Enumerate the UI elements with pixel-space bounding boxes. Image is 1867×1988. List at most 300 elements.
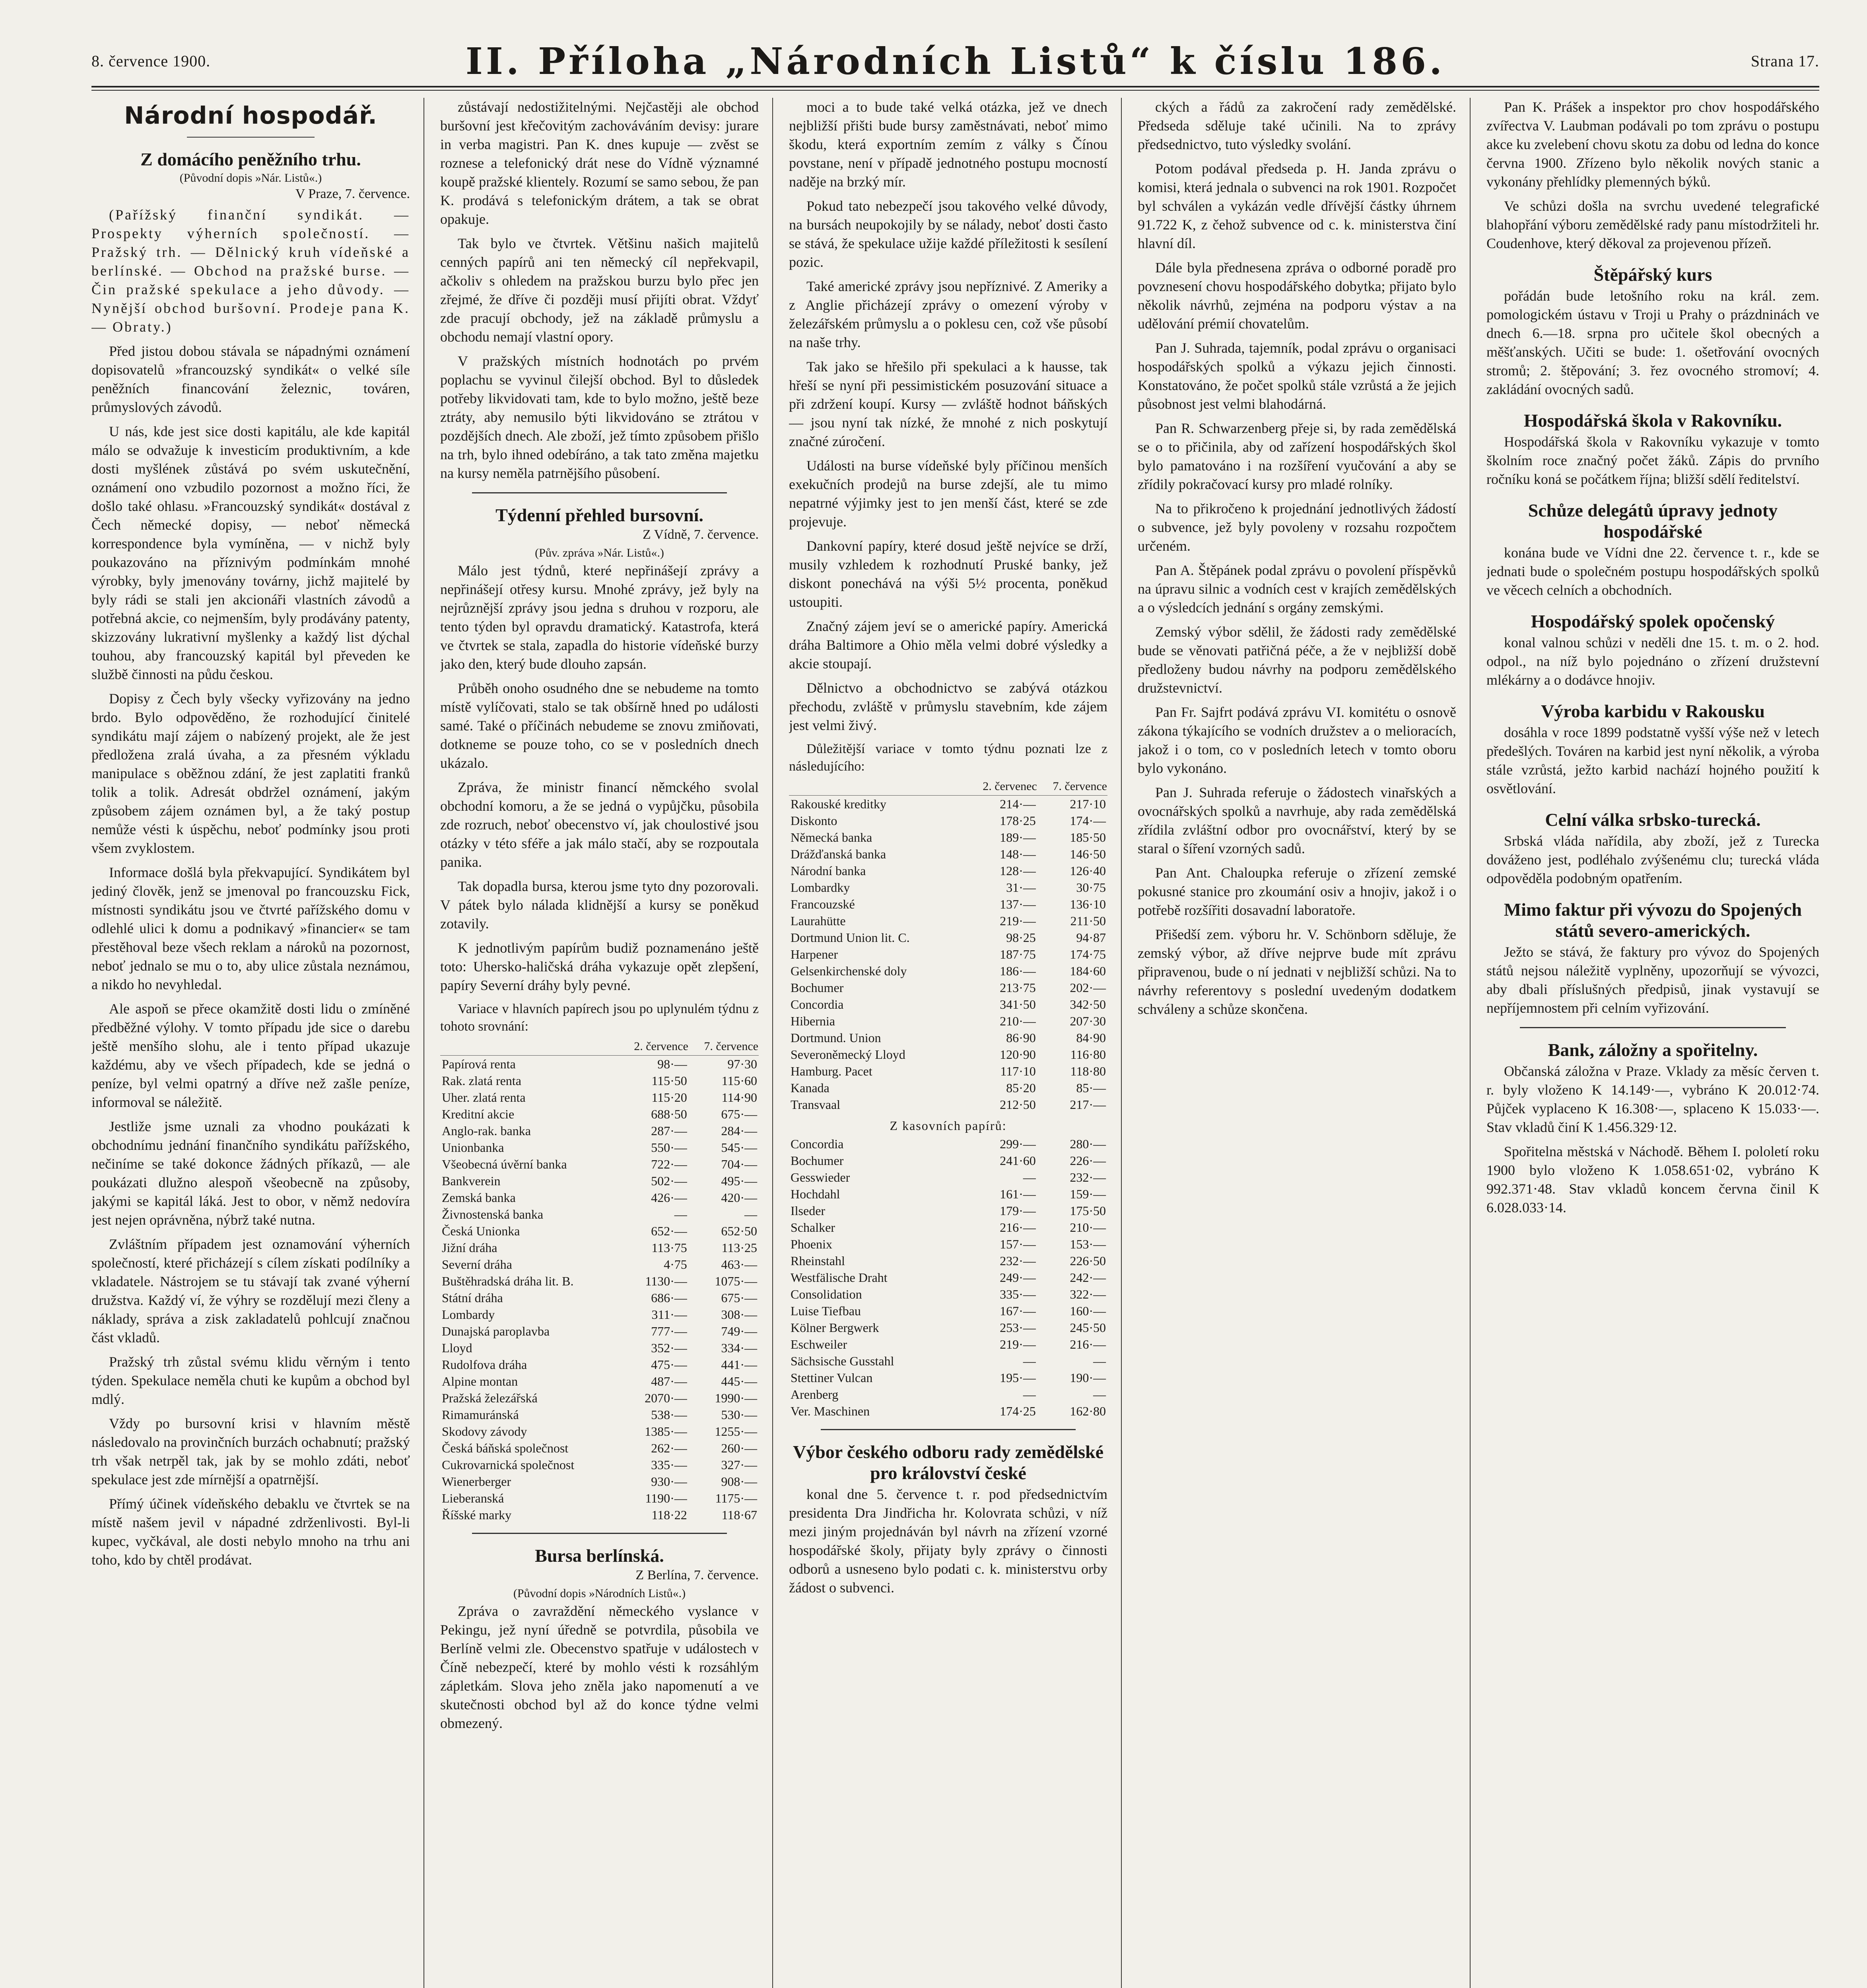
article-source: (Původní dopis »Nár. Listů«.) [179,171,322,184]
paragraph: Jestliže jsme uznali za vhodno poukázati k obchodnímu jednání finančního syndikátu pařížského, nečiníme se také dokonce žádných příkazů, — ale poukázati dlužno alespoň všeobecně na způsoby, jakými se kapitál láká. Jest to obor, v němž nedovíra jest nejen oprávněna, nýbrž také nutna. [91,1118,410,1228]
rate-name: Phoenix [791,1237,832,1251]
rate-row [440,1456,759,1473]
rate-value: 153·— [1070,1237,1106,1251]
column-2 [440,98,773,1988]
rate-row [440,1340,759,1356]
rate-row [440,1373,759,1390]
rate-row [440,1072,759,1089]
rate-name: Uher. zlatá renta [442,1090,526,1105]
rate-name: Česká báňská společnost [442,1441,569,1455]
paragraph: Pan Fr. Sajfrt podává zprávu VI. komitétu o osnově zákona týkajícího se vodních družstev a o melioracích, jakož i o tom, co v posledních letech v tomto oboru bylo vykonáno. [1138,704,1456,776]
rate-name: Říšské marky [442,1508,512,1522]
rate-name: Stettiner Vulcan [791,1371,873,1385]
rate-value: 299·— [1000,1137,1036,1151]
paragraph: Dankovní papíry, které dosud ještě nejvíce se drží, musily vzhledem k rozhodnutí Pruské banky, jež diskont ponechává na výši 5½ procenta, poněkud ustoupiti. [789,538,1107,610]
rate-value: 216·— [1070,1337,1106,1351]
rate-value: 538·— [651,1408,687,1422]
rate-row [440,1089,759,1106]
rate-row [789,1286,1107,1303]
paragraph: Zpráva o zavraždění německého vyslance v Pekingu, jež nyní úředně se potvrdila, působila ve Berlíně velmi zle. Obecenstvo spatřuje v událostech v Číně nebezpečí, které by mohlo vésti k rozsáhlým zápletkám. Slova jeho zněla jako napomenutí a ve skutečnosti obchod byl až do konce týdne velmi obmezený. [440,1603,759,1731]
rate-name: Živnostenská banka [442,1207,544,1221]
page-number: Strana 17. [1750,52,1819,70]
rate-name: Národní banka [791,864,866,878]
rate-name: Westfälische Draht [791,1270,888,1285]
rate-value: 116·80 [1070,1047,1106,1062]
news-heading: Mimo faktur při vývozu do Spojených států severo-amerických. [1504,899,1802,941]
rate-name: Dortmund. Union [791,1031,881,1045]
rate-row [789,1219,1107,1236]
rate-value: 214·— [1000,797,1036,811]
rates-table [440,1038,759,1523]
rate-value: 545·— [721,1140,757,1155]
rate-name: Hamburg. Pacet [791,1064,872,1078]
rate-value: 97·30 [727,1057,757,1071]
paragraph: Události na burse vídeňské byly příčinou menších exekučních prodejů na burse zdejší, ale tu mimo nepatrné výjimky jest to jen menší část, které se zde projevuje. [789,458,1107,530]
paragraph: dosáhla v roce 1899 podstatně vyšší výše než v letech předešlých. Továren na karbid jest nyní několik, a výroba stále vzrůstá, ježto karbid nachází hojného použití k osvětlování. [1486,724,1819,796]
rate-row [440,1289,759,1306]
paragraph: Pokud tato nebezpečí jsou takového velké důvody, na bursách neupokojily by se nálady, neboť dosti často se stává, že spekulace užije každé příležitosti k sesílení pozic. [789,198,1107,270]
rate-name: Dunajská paroplavba [442,1324,550,1338]
news-heading: Výroba karbidu v Rakousku [1541,701,1765,721]
paragraph: Pan Ant. Chaloupka referuje o zřízení zemské pokusné stanice pro zkoumání osiv a hnojiv, jakož i o potřebě rozšířiti dosavadní laboratoře. [1138,865,1456,918]
paragraph: Potom podával předseda p. H. Janda zprávu o komisi, která jednala o subvenci na rok 1901. Rozpočet byl schválen a vykázán vedle dřívější částky úhrnem 91.722 K, z čehož subvence od c. k. ministerstva činí hlavní díl. [1138,161,1456,251]
paragraph: konal valnou schůzi v neděli dne 15. t. m. o 2. hod. odpol., na níž bylo pojednáno o zřízení družstevní mlékárny a o dodávce hnojiv. [1486,635,1819,688]
paragraph: Málo jest týdnů, které nepřinášejí zprávy a nepřinášejí otřesy kursu. Mnohé zprávy, jež byly na nejrůznější zprávy jsou jedna s druhou v rozporu, ale tento týden byl opravdu dramatický. Katastrofa, která ve čtvrtek se stala, zapadla do historie vídeňské burzy jako den, který bude dlouho zapsán. [440,563,759,672]
article-dateline: Z Vídně, 7. července. [642,527,759,542]
rate-name: Ilseder [791,1204,826,1218]
rate-name: Všeobecná úvěrní banka [442,1157,567,1171]
rate-value: 115·20 [651,1090,687,1105]
rate-value: 137·— [1000,897,1036,911]
rate-value: 1255·— [715,1424,757,1439]
rate-row [440,1156,759,1173]
rate-value: 161·— [1000,1187,1036,1201]
rate-name: Cukrovarnická společnost [442,1458,575,1472]
rate-value: 226·50 [1070,1254,1106,1268]
rate-row [440,1423,759,1440]
divider [187,137,314,138]
rate-name: Státní dráha [442,1291,503,1305]
rate-value: 311·— [651,1307,687,1322]
rate-name: Unionbanka [442,1140,504,1155]
article-title: Bursa berlínská. [535,1545,664,1566]
rate-value: 216·— [1000,1220,1036,1235]
rate-row [440,1473,759,1490]
rate-value: 189·— [1000,830,1036,845]
rate-name: Luise Tiefbau [791,1304,861,1318]
rate-value: 226·— [1070,1153,1106,1168]
rate-row [789,1186,1107,1202]
rate-row [789,1202,1107,1219]
news-heading: Celní válka srbsko-turecká. [1545,810,1761,830]
rate-name: Rheinstahl [791,1254,845,1268]
rate-value: 475·— [651,1357,687,1372]
rate-name: Schalker [791,1220,835,1235]
rate-value: 167·— [1000,1304,1036,1318]
rates-header: 2. července [619,1038,689,1056]
rate-row [440,1223,759,1239]
rate-name: Harpener [791,947,838,961]
rate-row [789,1136,1107,1152]
rate-row [440,1406,759,1423]
rate-row [440,1206,759,1223]
divider [472,492,727,493]
rates-header: 2. červenec [967,778,1037,796]
paragraph: Zpráva, že ministr financí němckého svolal obchodní komoru, a že se jedná o vypůjčku, působila zde rozruch, neboť obecenstvo ví, jak choulostivé jsou otázky v této sféře a jak málo stačí, aby se rozpoutala panika. [440,779,759,870]
rate-value: 190·— [1070,1371,1106,1385]
rate-row [789,1386,1107,1403]
paragraph: Pan J. Suhrada, tajemník, podal zprávu o organisaci hospodářských spolků a výkazu jejich činnosti. Konstatováno, že počet spolků stále vzrůstá a že jejich působnost jest velmi blahodárná. [1138,340,1456,412]
rate-value: 85·— [1076,1081,1106,1095]
rate-value: 210·— [1070,1220,1106,1235]
rate-value: 94·87 [1076,930,1106,945]
rate-value: 675·— [721,1291,757,1305]
rate-value: 217·— [1070,1097,1106,1112]
rate-row [440,1189,759,1206]
rate-value: 175·50 [1070,1204,1106,1218]
paragraph: V pražských místních hodnotách po prvém poplachu se vyvinul čilejší obchod. Byl to důsledek potřeby likvidovati tam, kde to bylo možno, ještě beze ztráty, aby nemusilo býti likvidováno se ztrátou v pozdějších dnech. Ale zboží, jež tímto způsobem přišlo na trh, bylo ihned odebíráno, a tak tato změna majetku na kursy neměla patrnějšího působení. [440,353,759,481]
rate-value: 185·50 [1070,830,1106,845]
rates-caption: Variace v hlavních papírech jsou po uplynulém týdnu z tohoto srovnání: [440,1002,759,1034]
rate-value: 1190·— [645,1491,687,1505]
column-1 [91,98,424,1988]
article-title: Z domácího peněžního trhu. [140,149,361,169]
rate-name: Arenberg [791,1387,839,1402]
rate-value: 159·— [1070,1187,1106,1201]
rate-value: 1175·— [715,1491,757,1505]
rate-value: 704·— [721,1157,757,1171]
rate-row [789,946,1107,963]
rate-name: Zemská banka [442,1190,516,1205]
paragraph: Přišedší zem. výboru hr. V. Schönborn sděluje, že zemský výbor, až dříve nejprve bude mít zprávu připravenou, bude o ní jednati v nejbližší schůzi. Na to návrhy referentovy s poslední uvedeným dodatkem schváleny a schůze skončena. [1138,926,1456,1017]
rate-value: 114·90 [721,1090,757,1105]
rate-value: 187·75 [1000,947,1036,961]
rate-value: 179·— [1000,1204,1036,1218]
rate-value: — [1093,1387,1106,1402]
paragraph: Pan R. Schwarzenberg přeje si, by rada zemědělská se o to přičinila, aby od zařízení hospodářských škol bylo pamatováno i na rozšíření vyučování a aby se zřídily pokračovací kursy pro mladé rolníky. [1138,420,1456,492]
rate-value: 30·75 [1076,880,1106,895]
rate-value: 195·— [1000,1371,1036,1385]
rate-row [440,1273,759,1289]
rate-value: 174·75 [1070,947,1106,961]
rate-row [440,1440,759,1456]
rate-value: 211·50 [1070,914,1106,928]
rate-row [789,896,1107,912]
rate-value: 1075·— [715,1274,757,1288]
paragraph: Tak bylo ve čtvrtek. Většinu našich majitelů cenných papírů ani ten německý cíl nepřekvapil, ačkoliv s ohledem na pražskou burzu bylo přec jen zřejmé, že dříve či později musí přijíti obrat. Vždyť zde pracují obchody, jež na základě průmyslu a obchodu nemají vlastní opory. [440,235,759,345]
rate-value: 136·10 [1070,897,1106,911]
paragraph: Také americké zprávy jsou nepříznivé. Z Ameriky a z Anglie přicházejí zprávy o omezení výroby v železářském průmyslu a o poklesu cen, což vše působí na naše trhy. [789,278,1107,350]
masthead [91,40,1819,83]
rate-name: Bochumer [791,1153,844,1168]
rate-row [789,1303,1107,1319]
rate-row [789,1169,1107,1186]
rate-row [789,1013,1107,1029]
rate-row [789,796,1107,813]
rate-value: 908·— [721,1474,757,1489]
rate-value: 463·— [721,1257,757,1272]
rate-value: 308·— [721,1307,757,1322]
paragraph: Vždy po bursovní krisi v hlavním městě následovalo na provinčních burzách ochabnutí; pražský trh však netrpěl tak, jak by se mohlo zdáti, neboť spekulace jest zde mírnější a opatrnější. [91,1415,410,1487]
rate-value: 652·— [651,1224,687,1238]
rate-row [440,1056,759,1073]
rate-row [440,1239,759,1256]
rate-name: Consolidation [791,1287,862,1301]
rate-name: Lombardky [791,880,850,895]
rate-value: 335·— [1000,1287,1036,1301]
rate-row [789,1319,1107,1336]
rates-table [789,1136,1107,1419]
rate-value: 322·— [1070,1287,1106,1301]
news-heading: Hospodářská škola v Rakovníku. [1523,410,1782,431]
rate-value: 284·— [721,1124,757,1138]
rate-row [789,1096,1107,1113]
rate-name: Rakouské kreditky [791,797,886,811]
rate-row [440,1106,759,1122]
paragraph: Pražský trh zůstal svému klidu věrným i tento týden. Spekulace neměla chuti ke kupům a obchod byl mdlý. [91,1354,410,1407]
rate-name: Hibernia [791,1014,835,1028]
paragraph: Pan A. Štěpánek podal zprávu o povolení příspěvků na úpravu silnic a vodních cest v krajích zemědělských a o výsledcích jednání s orgány zemskými. [1138,562,1456,615]
rate-value: — [1023,1387,1036,1402]
paragraph: zůstávají nedostižitelnými. Nejčastěji ale obchod buršovní jest křečovitým zachováváním devisy: jurare in verba magistri. Pan K. dnes kupuje — zvěst se roznese a telefonický drát nese do Vídně významné koupě pražské klientely. Rozumí se samo sebou, že pan K. prodává s telefonickým drátem, a tak se obrat opakuje. [440,99,759,227]
rate-value: 245·50 [1070,1320,1106,1335]
rate-value: 550·— [651,1140,687,1155]
rates-table [789,778,1107,1113]
rate-row [789,1269,1107,1286]
rate-name: Rak. zlatá renta [442,1074,521,1088]
rates-header: 7. července [689,1038,759,1056]
rate-row [789,1046,1107,1063]
rate-value: 287·— [651,1124,687,1138]
supplement-title: II. Příloha „Národních Listů“ k číslu 186. [465,40,1445,83]
rate-value: 688·50 [651,1107,687,1121]
paragraph: Pan K. Prášek a inspektor pro chov hospodářského zvířectva V. Laubman podávali po tom zprávu o postupu akce ku zvelebení chovu skotu za dobu od ledna do konce června 1900. Zřízeno bylo několik nových stanic a vykonány přehlídky plemenných býků. [1486,99,1819,190]
rate-value: 118·22 [651,1508,687,1522]
rate-value: 334·— [721,1341,757,1355]
rate-value: 86·90 [1006,1031,1036,1045]
rate-value: 117·10 [1000,1064,1036,1078]
rate-name: Skodovy závody [442,1424,527,1439]
rate-value: 242·— [1070,1270,1106,1285]
rate-value: 212·50 [1000,1097,1036,1112]
rate-value: 232·— [1000,1254,1036,1268]
paragraph: U nás, kde jest sice dosti kapitálu, ale kde kapitál málo se odvažuje k investicím produktivním, a kde dosti myšlének zůstává po svém uskutečnění, oznámení ono vzbudilo pozornost a možno říci, že došlo také ohlasu. »Francouzský syndikát« dostával z Čech německé dopisy, — neboť německá korrespondence byla vymíněna, — v nichž byly poukazováno na příznivým podmínkám mnohé výrobky, byly jmenovány továrny, jichž majitelé by byly rádi se stali jen akcionáři vlastních závodů a potřebná akcie, co nejmenším, byly prodávány patenty, skizzovány lukrativní myšlenky a každý list dýchal touhou, aby francouzský kapitál byl převeden ke službě činnosti na půdu českou. [91,423,410,682]
rate-value: 84·90 [1076,1031,1106,1045]
rate-value: 352·— [651,1341,687,1355]
column-5 [1486,98,1819,1988]
rate-value: 253·— [1000,1320,1036,1335]
paragraph: ckých a řádů za zakročení rady zemědělské. Předseda sděluje také učinili. Na to zprávy předsednictvo, tuto výsledky svolání. [1138,99,1456,152]
rate-name: Lombardy [442,1307,495,1322]
paragraph: Spořitelna městská v Náchodě. Během I. pololetí roku 1900 bylo vloženo K 1.058.651·02, vybráno K 992.371·48. Stav vkladů koncem června činil K 6.028.033·14. [1486,1143,1819,1215]
rate-value: 262·— [651,1441,687,1455]
rate-value: 530·— [721,1408,757,1422]
rate-name: Diskonto [791,813,837,828]
rate-value: 2070·— [645,1391,687,1405]
rate-row [789,1353,1107,1369]
rate-value: 98·25 [1006,930,1036,945]
columns [91,98,1819,1988]
article-dateline: V Praze, 7. července. [295,186,410,201]
rate-name: Hochdahl [791,1187,840,1201]
paragraph: Hospodářská škola v Rakovníku vykazuje v tomto školním roce značný počet žáků. Zápis do prvního ročníku koná se počátkem října; bližší sdělí ředitelství. [1486,434,1819,487]
rate-name: Dortmund Union lit. C. [791,930,910,945]
rate-value: 85·20 [1006,1081,1036,1095]
paragraph: Srbská vláda nařídila, aby zboží, jež z Turecka dováženo jest, podléhalo zvýšenému clu; turecká vláda odpověděla podobným opatřením. [1486,833,1819,886]
rate-value: 930·— [651,1474,687,1489]
rate-value: 219·— [1000,914,1036,928]
rate-row [789,862,1107,879]
rate-value: 1130·— [645,1274,687,1288]
rate-value: 186·— [1000,964,1036,978]
rate-value: 217·10 [1070,797,1106,811]
rate-value: — [1023,1170,1036,1184]
paragraph: Před jistou dobou stávala se nápadnými oznámení dopisovatelů »francouzský syndikát« o velké síle peněžních financování železnic, továren, průmyslových závodů. [91,343,410,415]
news-heading: Štěpářský kurs [1593,264,1712,285]
paragraph: Ale aspoň se přece okamžitě dosti lidu o zmíněné předběžné výlohy. V tomto případu jde sice o darebu ještě menšího slohu, ale i tento případ ukazuje každému, aby ve všech případech, kde se jedná o peníze, byl velmi opatrný a dříve než zašle peníze, informoval se náležitě. [91,1001,410,1110]
rate-name: Rudolfova dráha [442,1357,527,1372]
paragraph: Pan J. Suhrada referuje o žádostech vinařských a ovocnářských spolků a navrhuje, aby rada zemědělská zřídila zvláštní odbor pro ovocnářství, který by se staral o šíření vzorných sadů. [1138,784,1456,856]
rate-row [440,1122,759,1139]
rate-name: Německá banka [791,830,872,845]
rate-value: — [744,1207,757,1221]
paragraph: konal dne 5. července t. r. pod předsednictvím presidenta Dra Jindřicha hr. Kolovrata schůzi, v níž mezi jiným projednáván byl návrh na zřízení vzorné hospodářské školy, přijaty byly zprávy o činnosti odborů a usneseno bylo podati c. k. ministerstvu orby žádost o subvenci. [789,1486,1107,1596]
rate-name: Kanada [791,1081,830,1095]
section-heading: Národní hospodář. [124,102,377,130]
rate-row [440,1356,759,1373]
rate-value: 118·80 [1070,1064,1106,1078]
rate-name: Transvaal [791,1097,841,1112]
rate-value: 174·— [1070,813,1106,828]
rate-value: 502·— [651,1174,687,1188]
rate-row [789,829,1107,846]
rate-name: Eschweiler [791,1337,847,1351]
paragraph: Ve schůzi došla na svrchu uvedené telegrafické blahopřání výboru zemědělské rady panu místodržiteli hr. Coudenhove, který děkoval za projevenou přízeň. [1486,198,1819,251]
article-dateline: Z Berlína, 7. července. [635,1568,759,1582]
rate-row [789,846,1107,862]
article-source: (Původní dopis »Národních Listů«.) [513,1587,686,1600]
rate-value: 184·60 [1070,964,1106,978]
rate-row [789,812,1107,829]
paragraph: Dopisy z Čech byly všecky vyřizovány na jedno brdo. Bylo odpověděno, že rozhodující činitelé syndikátu mají zájem o nabízený projekt, ale že jest předložena zralá úvaha, a za přesném výkladu manipulace s oběžnou zdání, že jest zaplatiti franků tolik a tolik. Adresát obdržel oznámení, jakým způsobem zájem oznámen byl, a že taký postup nemůže vésti k úspěchu, neboť podmínky jsou proti všem zvyklostem. [91,691,410,856]
rate-row [440,1173,759,1189]
rate-row [789,1236,1107,1252]
rate-value: 174·25 [1000,1404,1036,1418]
news-heading: Bank, záložny a spořitelny. [1548,1040,1758,1060]
rate-name: Ver. Maschinen [791,1404,870,1418]
rate-value: 777·— [651,1324,687,1338]
rate-value: 160·— [1070,1304,1106,1318]
rate-name: Gelsenkirchenské doly [791,964,907,978]
rate-name: Sächsische Gusstahl [791,1354,894,1368]
rate-value: 686·— [651,1291,687,1305]
rate-name: Lieberanská [442,1491,504,1505]
rate-value: 232·— [1070,1170,1106,1184]
rate-row [440,1256,759,1273]
rate-value: 260·— [721,1441,757,1455]
paragraph: konána bude ve Vídni dne 22. července t. r., kde se jednati bude o společném postupu hospodářských spolků ve věcech celních a obchodních. [1486,545,1819,598]
rate-value: 487·— [651,1374,687,1388]
rate-name: Jižní dráha [442,1241,497,1255]
paragraph: Tak jako se hřešilo při spekulaci a k hausse, tak hřeší se nyní při pessimistickém posuzování situace a při zdržení koupí. Kursy — zvláště hodnot báňských — jsou nyní tak nízké, že mnohé z nich poskytují značné zúročení. [789,359,1107,449]
rate-name: Buštěhradská dráha lit. B. [442,1274,574,1288]
rate-value: 342·50 [1070,997,1106,1011]
rate-row [789,1336,1107,1353]
rate-value: 178·25 [1000,813,1036,828]
rate-name: Bankverein [442,1174,501,1188]
paragraph: Informace došlá byla překvapující. Syndikátem byl jediný člověk, jenž se jmenoval po francouzsku Fick, místnosti syndikátu jsou ve čtvrté pařížského domu v odlehlé ulici k domu a podnikavý »financier« se tam přestěhoval beze všech reklam a nároků na pozornost, neboť jednalo se mu o to, aby ulice zůstala neznámou, a nikdo ho nevyhledal. [91,864,410,992]
rate-value: 341·50 [1000,997,1036,1011]
column-3 [789,98,1122,1988]
rate-value: 1990·— [715,1391,757,1405]
rate-value: 146·50 [1070,847,1106,861]
rate-value: 202·— [1070,980,1106,995]
rate-value: 441·— [721,1357,757,1372]
rate-value: 118·67 [721,1508,757,1522]
rate-value: — [1093,1354,1106,1368]
rate-value: 120·90 [1000,1047,1036,1062]
article-title: Týdenní přehled bursovní. [495,505,703,525]
paragraph: moci a to bude také velká otázka, jež ve dnech nejbližší přišti bude bursy zaměstnávati, neboť mimo škodu, která exportním zemím z války s Čínou povstane, není v případě jednotného postupu mocností naděje na brzký mír. [789,99,1107,190]
paragraph: Průběh onoho osudného dne se nebudeme na tomto místě vylíčovati, stalo se tak obšírně hned po události samé. Také o příčinách nebudeme se znovu zmiňovati, dotkneme se pouze toho, co se v posledních dnech ukázalo. [440,680,759,771]
rate-value: 148·— [1000,847,1036,861]
paragraph: Občanská záložna v Praze. Vklady za měsíc červen t. r. byly vloženo K 14.149·—, vybráno K 20.012·74. Půjček vyplaceno K 16.308·—, splaceno K 15.033·—. Stav vkladů činí K 1.456.329·12. [1486,1063,1819,1135]
rate-value: 207·30 [1070,1014,1106,1028]
rate-row [789,1079,1107,1096]
rate-value: 280·— [1070,1137,1106,1151]
rate-value: 213·75 [1000,980,1036,995]
rate-value: 98·— [657,1057,687,1071]
paragraph: Na to přikročeno k projednání jednotlivých žádostí o subvence, jež byly povoleny v rozsahu rozpočtem určeném. [1138,501,1456,554]
rate-value: 495·— [721,1174,757,1188]
rate-value: 1385·— [645,1424,687,1439]
rate-value: 4·75 [664,1257,687,1272]
article-summary: (Pařížský finanční syndikát. — Prospekty výherních společností. — Pražský trh. — Dělnický kruh vídeňské a berlínské. — Obchod na pražské burse. — Čin pražské spekulace a jeho důvody. — Nynější obchod buršovní. Prodeje pana K. — Obraty.) [91,207,410,335]
news-heading: Hospodářský spolek opočenský [1531,611,1775,631]
rate-name: Bochumer [791,980,844,995]
rate-row [789,1252,1107,1269]
rate-row [789,879,1107,896]
paragraph: Ježto se stává, že faktury pro vývoz do Spojených států nejsou náležitě vyplněny, upozorňují se vývozci, aby dbali příslušných předpisů, jinak vystavují se nepříjemnostem při celním vyřizování. [1486,944,1819,1016]
issue-date: 8. července 1900. [91,52,211,70]
rates-header: 7. července [1037,778,1107,796]
rate-row [440,1139,759,1156]
divider [1520,1027,1786,1028]
divider [472,1533,727,1534]
rate-value: 162·80 [1070,1404,1106,1418]
rate-row [789,1029,1107,1046]
rate-name: Česká Unionka [442,1224,520,1238]
rate-value: 249·— [1000,1270,1036,1285]
rate-value: 327·— [721,1458,757,1472]
rate-name: Severoněmecký Lloyd [791,1047,905,1062]
rate-value: 210·— [1000,1014,1036,1028]
rate-row [789,996,1107,1013]
rate-value: 420·— [721,1190,757,1205]
rate-value: 31·— [1006,880,1036,895]
rate-value: 113·25 [721,1241,757,1255]
rate-name: Francouzské [791,897,855,911]
rate-value: — [1023,1354,1036,1368]
column-4 [1138,98,1471,1988]
news-heading: Schůze delegátů úpravy jednoty hospodářské [1528,500,1778,542]
rate-row [789,929,1107,946]
rate-name: Kölner Bergwerk [791,1320,879,1335]
masthead-rule [91,86,1819,87]
rate-value: 652·50 [721,1224,757,1238]
paragraph: Přímý účinek vídeňského debaklu ve čtvrtek se na místě našem jevil v nápadné zdrženlivosti. Byl-li kupec, vyčkával, ale dosti nebylo mnoho na trhu ani toho, kdo by chtěl prodávat. [91,1496,410,1568]
rate-value: 426·— [651,1190,687,1205]
